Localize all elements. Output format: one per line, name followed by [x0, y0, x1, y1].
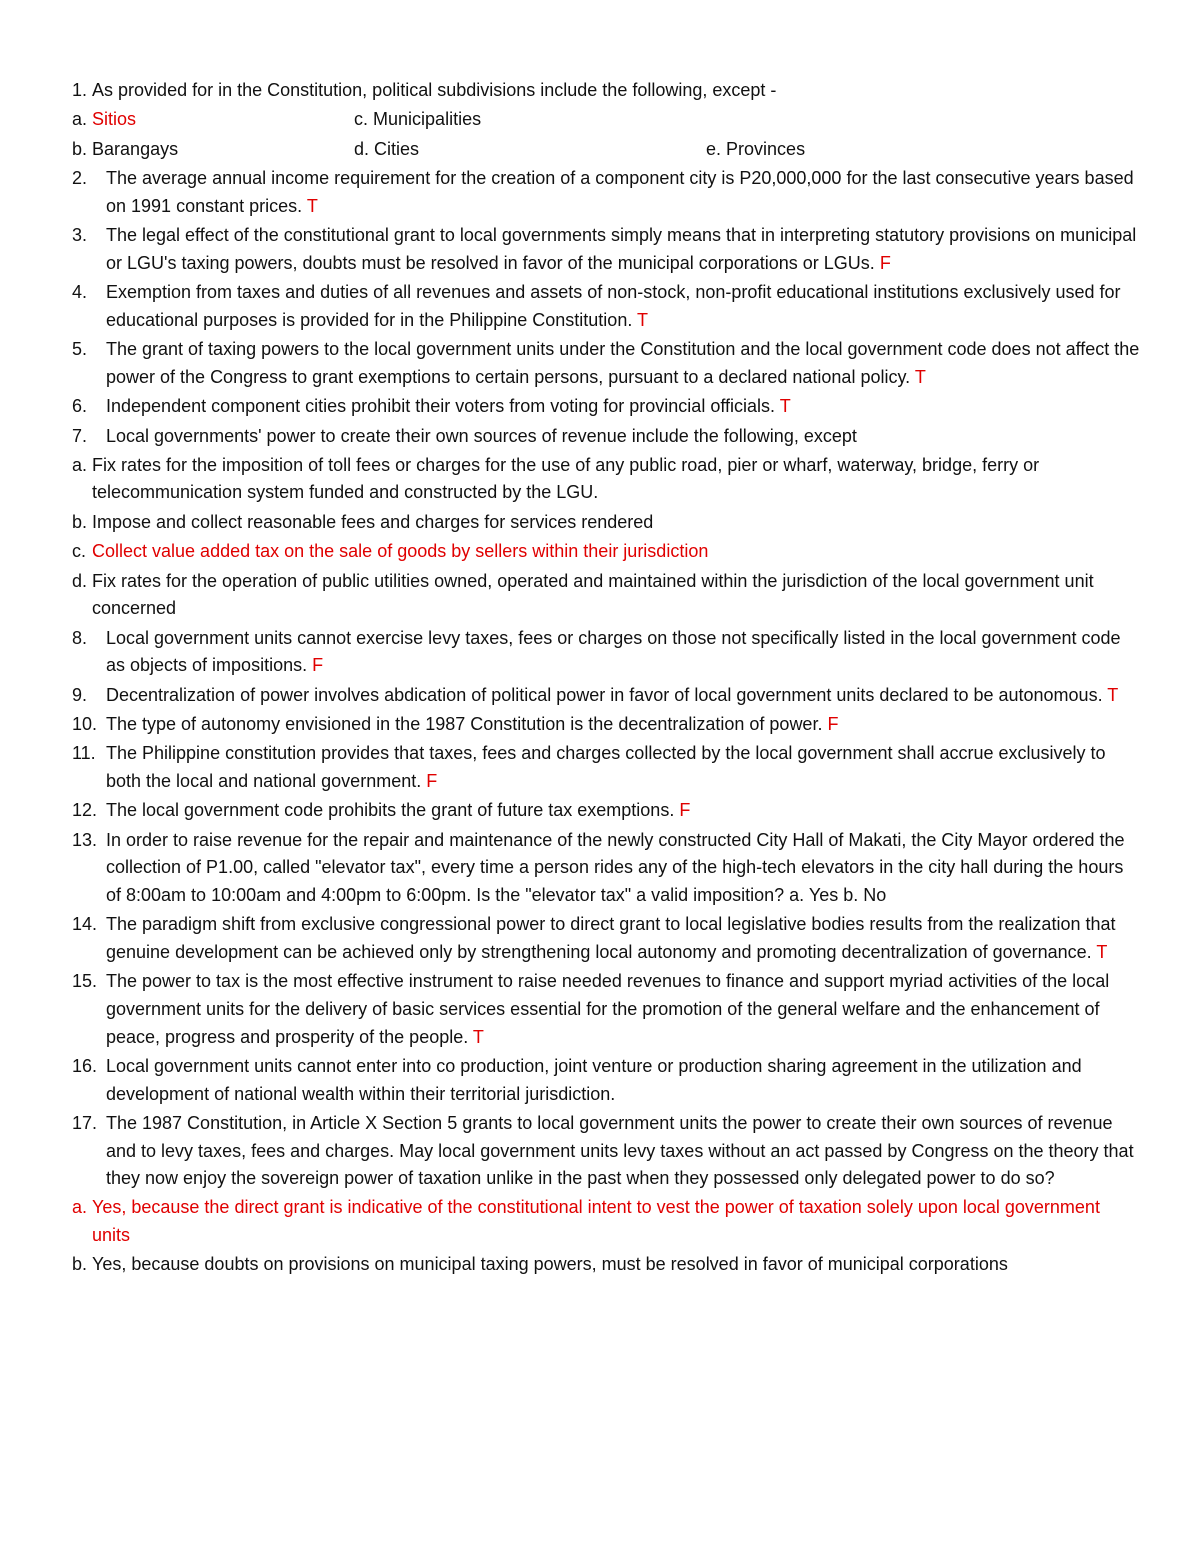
option-text: Fix rates for the imposition of toll fees or charges for the use of any public road, pier or wharf, waterway, bridge, ferry or telecommunication system funded and constructed by the LGU.: [92, 454, 1040, 503]
option-letter: d.: [72, 570, 88, 591]
question-text: Local government units cannot exercise levy taxes, fees or charges on those not specifically listed in the local government code as objects of impositions.: [106, 627, 1121, 676]
question-7-option-b: [72, 509, 1142, 537]
correct-answer: Sitios: [92, 109, 137, 130]
question-1-options-row-1: [72, 106, 1142, 134]
question-1: [72, 77, 1142, 105]
answer-label: F: [426, 771, 438, 791]
answer-label: T: [637, 309, 649, 330]
question-text: The 1987 Constitution, in Article X Section 5 grants to local government units the power to create their own sources of revenue and to levy taxes, fees and charges. May local government units levy taxes without an act passed by Congress on the theory that they now enjoy the sovereign power of taxation unlike in the past when they possessed only delegated power to do so?: [106, 1112, 1134, 1189]
question-number: 2.: [72, 168, 88, 189]
answer-label: T: [1107, 684, 1119, 705]
option-b: b. Barangays: [72, 138, 179, 159]
question-text: The legal effect of the constitutional grant to local governments simply means that in interpreting statutory provisions on municipal or LGU's taxing powers, doubts must be resolved in favor of the municipal corporations or LGUs.: [106, 225, 1137, 273]
question-number: 3.: [72, 225, 88, 246]
question-text: The average annual income requirement for the creation of a component city is P20,000,000 for the last consecutive years based on 1991 constant prices.: [106, 168, 1134, 216]
option-letter: c.: [72, 541, 87, 562]
answer-label: T: [472, 1026, 484, 1047]
question-number: 13.: [72, 829, 98, 850]
question-4: [72, 279, 1142, 334]
question-number: 6.: [72, 396, 88, 417]
question-12: [72, 797, 1142, 825]
question-number: 9.: [72, 684, 88, 705]
question-13: [72, 827, 1142, 910]
question-14: [72, 911, 1142, 966]
option-text: Impose and collect reasonable fees and charges for services rendered: [92, 511, 654, 532]
option-letter: b.: [72, 511, 88, 532]
question-number: 15.: [72, 971, 98, 992]
question-number: 11.: [72, 743, 96, 764]
question-7: [72, 423, 1142, 451]
question-7-option-a: [72, 452, 1142, 507]
option-a: a. Sitios: [72, 109, 137, 130]
option-letter: a.: [72, 1197, 88, 1218]
question-17-option-a: [72, 1194, 1142, 1249]
question-text: Local governments' power to create their own sources of revenue include the following, except: [106, 425, 857, 446]
question-5: [72, 336, 1142, 391]
option-letter: a.: [72, 454, 88, 475]
question-number: 12.: [72, 800, 98, 821]
question-6: [72, 393, 1142, 421]
question-7-option-c: [72, 538, 1142, 566]
option-letter: b.: [72, 1254, 88, 1275]
question-text: The power to tax is the most effective instrument to raise needed revenues to finance and support myriad activities of the local government units for the delivery of basic services essential for the promotion of the general welfare and the enhancement of peace, progress and prosperity of the people.: [106, 971, 1110, 1047]
question-text: Decentralization of power involves abdication of political power in favor of local government units declared to be autonomous.: [106, 684, 1103, 705]
question-number: 4.: [72, 282, 88, 303]
question-number: 7.: [72, 425, 88, 446]
answer-label: T: [306, 195, 318, 216]
answer-label: F: [879, 252, 891, 273]
answer-label: F: [827, 714, 839, 735]
option-e: e. Provinces: [706, 138, 806, 159]
answer-label: F: [679, 800, 691, 821]
question-number: 10.: [72, 714, 98, 735]
question-2: [72, 165, 1142, 220]
question-list: [72, 77, 1142, 1281]
question-number: 14.: [72, 914, 98, 935]
question-15: [72, 968, 1142, 1051]
question-8: [72, 625, 1142, 680]
correct-answer: Yes, because the direct grant is indicative of the constitutional intent to vest the power of taxation solely upon local government units: [92, 1197, 1100, 1246]
question-text: The Philippine constitution provides that taxes, fees and charges collected by the local government shall accrue exclusively to both the local and national government.: [106, 743, 1106, 791]
answer-label: T: [779, 396, 791, 417]
question-text: The paradigm shift from exclusive congressional power to direct grant to local legislative bodies results from the realization that genuine development can be achieved only by strengthening local autonomy and promoting decentralization of governance.: [106, 914, 1116, 962]
question-text: Local government units cannot enter into co production, joint venture or production sharing agreement in the utilization and development of national wealth within their territorial jurisdiction.: [106, 1055, 1082, 1104]
question-text: In order to raise revenue for the repair and maintenance of the newly constructed City Hall of Makati, the City Mayor ordered the collection of P1.00, called "elevator tax", every time a person rides any of the high-tech elevators in the city hall during the hours of 8:00am to 10:00am and 4:00pm to 6:00pm. Is the "elevator tax" a valid imposition? a. Yes b. No: [106, 829, 1125, 905]
question-number: 17.: [72, 1112, 98, 1133]
question-text: Exemption from taxes and duties of all revenues and assets of non-stock, non-profit educational institutions exclusively used for educational purposes is provided for in the Philippine Constitution.: [106, 282, 1121, 330]
question-7-option-d: [72, 568, 1142, 623]
question-17-option-b: [72, 1251, 1142, 1279]
question-text: The grant of taxing powers to the local government units under the Constitution and the local government code does not affect the power of the Congress to grant exemptions to certain persons, pursuant to a declared national policy.: [106, 339, 1140, 387]
question-text: The local government code prohibits the grant of future tax exemptions.: [106, 800, 675, 821]
question-11: [72, 740, 1142, 795]
question-text: The type of autonomy envisioned in the 1987 Constitution is the decentralization of power.: [106, 714, 823, 735]
question-16: [72, 1053, 1142, 1108]
question-number: 1.: [72, 80, 88, 100]
question-1-options-row-2: [72, 136, 1142, 164]
option-text: Yes, because doubts on provisions on municipal taxing powers, must be resolved in favor of municipal corporations: [92, 1254, 1008, 1275]
question-number: 16.: [72, 1055, 98, 1076]
option-text: Fix rates for the operation of public utilities owned, operated and maintained within the jurisdiction of the local government unit concerned: [92, 570, 1094, 619]
option-c: c. Municipalities: [354, 109, 482, 130]
question-10: [72, 711, 1142, 739]
answer-label: T: [914, 366, 926, 387]
question-text: As provided for in the Constitution, political subdivisions include the following, except -: [92, 80, 777, 100]
question-3: [72, 222, 1142, 277]
answer-label: T: [1096, 941, 1108, 962]
question-17: [72, 1110, 1142, 1193]
question-number: 8.: [72, 627, 88, 648]
question-text: Independent component cities prohibit their voters from voting for provincial officials.: [106, 396, 776, 417]
question-9: [72, 682, 1142, 710]
question-number: 5.: [72, 339, 88, 360]
answer-label: F: [312, 655, 324, 676]
correct-answer: Collect value added tax on the sale of goods by sellers within their jurisdiction: [92, 541, 709, 562]
option-d: d. Cities: [354, 138, 420, 159]
